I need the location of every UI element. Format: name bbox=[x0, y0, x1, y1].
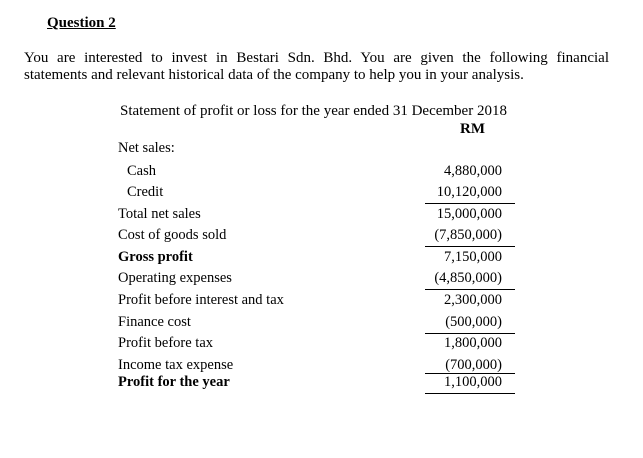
row-label-operating-expenses: Operating expenses bbox=[118, 270, 232, 286]
underline-operating-expenses bbox=[425, 289, 515, 290]
row-value-finance-cost: (500,000) bbox=[445, 314, 502, 330]
row-label-finance-cost: Finance cost bbox=[118, 314, 191, 330]
row-value-pbt: 1,800,000 bbox=[444, 335, 502, 351]
row-label-total-net-sales: Total net sales bbox=[118, 206, 201, 222]
underline-credit bbox=[425, 203, 515, 204]
row-value-credit: 10,120,000 bbox=[436, 184, 502, 200]
row-value-operating-expenses: (4,850,000) bbox=[434, 270, 502, 286]
row-value-pbit: 2,300,000 bbox=[444, 292, 502, 308]
underline-profit-for-year bbox=[425, 393, 515, 394]
row-label-gross-profit: Gross profit bbox=[118, 249, 193, 265]
row-value-income-tax: (700,000) bbox=[445, 357, 502, 373]
net-sales-heading: Net sales: bbox=[118, 140, 175, 156]
row-value-total-net-sales: 15,000,000 bbox=[436, 206, 502, 222]
intro-text-line-2: statements and relevant historical data of the company to help you in your analysis. bbox=[24, 67, 524, 83]
row-label-cash: Cash bbox=[127, 163, 156, 179]
underline-finance-cost bbox=[425, 333, 515, 334]
row-value-gross-profit: 7,150,000 bbox=[444, 249, 502, 265]
row-value-cogs: (7,850,000) bbox=[434, 227, 502, 243]
statement-title: Statement of profit or loss for the year ended 31 December 2018 bbox=[120, 103, 507, 119]
row-label-credit: Credit bbox=[127, 184, 164, 200]
row-label-pbt: Profit before tax bbox=[118, 335, 214, 351]
intro-text-line-1: You are interested to invest in Bestari Sdn. Bhd. You are given the following financial bbox=[24, 50, 609, 66]
row-label-cogs: Cost of goods sold bbox=[118, 227, 227, 243]
row-value-profit-for-year: 1,100,000 bbox=[444, 374, 502, 390]
row-value-cash: 4,880,000 bbox=[444, 163, 502, 179]
row-label-profit-for-year: Profit for the year bbox=[118, 374, 230, 390]
row-label-income-tax: Income tax expense bbox=[118, 357, 234, 373]
underline-cogs bbox=[425, 246, 515, 247]
question-title: Question 2 bbox=[47, 15, 116, 31]
row-label-pbit: Profit before interest and tax bbox=[118, 292, 284, 308]
currency-header: RM bbox=[460, 121, 485, 137]
